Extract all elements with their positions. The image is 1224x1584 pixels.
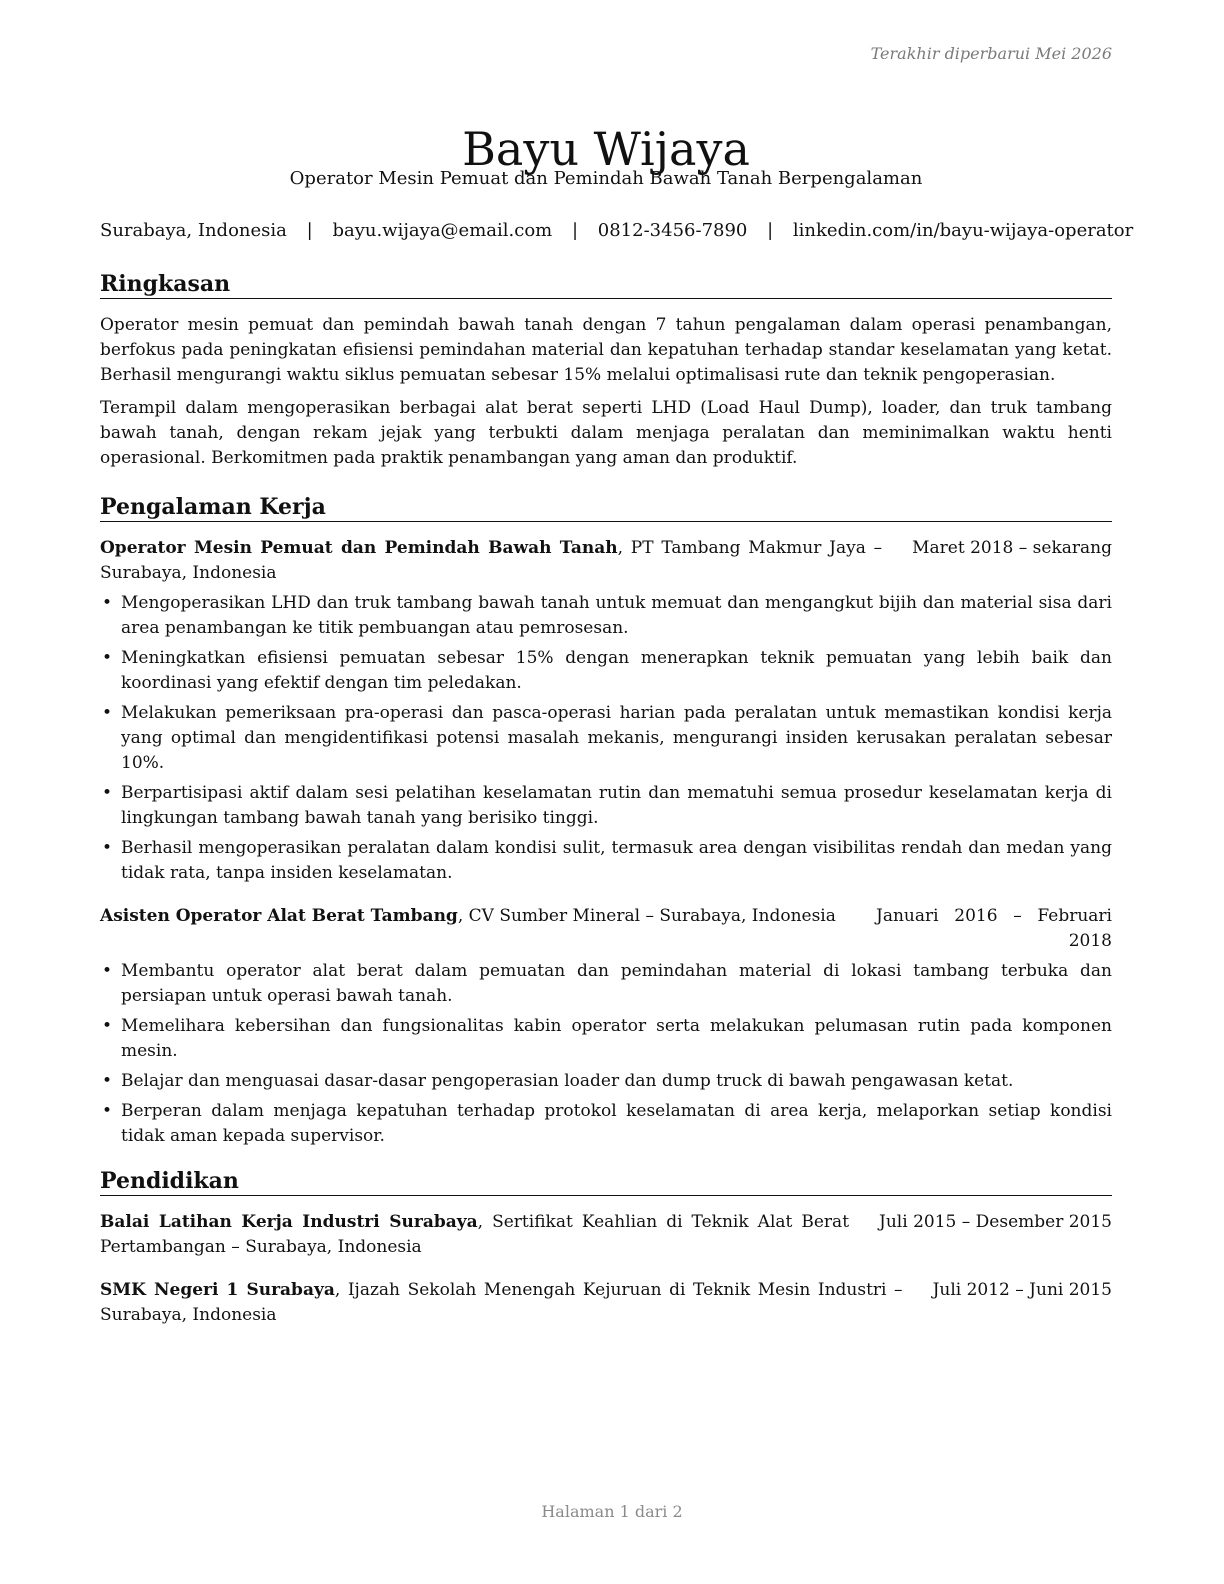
- education-school: Balai Latihan Kerja Industri Surabaya: [100, 1212, 478, 1232]
- section-title-education: Pendidikan: [100, 1167, 1112, 1196]
- list-item: • Meningkatkan efisiensi pemuatan sebesar 15% dengan menerapkan teknik pemuatan yang lebih baik dan koordinasi yang efektif dengan tim peledakan.: [100, 646, 1112, 696]
- list-item: • Memelihara kebersihan dan fungsionalitas kabin operator serta melakukan pelumasan rutin pada komponen mesin.: [100, 1014, 1112, 1064]
- education-header: [100, 1278, 1112, 1328]
- experience-section: [100, 493, 1112, 1149]
- list-item: • Berperan dalam menjaga kepatuhan terhadap protokol keselamatan di area kerja, melaporkan setiap kondisi tidak aman kepada supervisor.: [100, 1099, 1112, 1149]
- job-org: , CV Sumber Mineral – Surabaya, Indonesia: [457, 906, 836, 926]
- education-entry: [100, 1210, 1112, 1260]
- job-title-line: [100, 536, 912, 586]
- job-title-line: [100, 904, 876, 929]
- contact-separator: |: [571, 220, 579, 241]
- job-dates: Maret 2018 – sekarang: [912, 538, 1112, 558]
- education-detail: , Sertifikat Keahlian di Teknik Alat Berat Pertambangan – Surabaya, Indonesia: [100, 1212, 850, 1257]
- job-dates: Januari 2016 – Februari 2018: [876, 906, 1112, 951]
- contact-linkedin[interactable]: linkedin.com/in/bayu-wijaya-operator: [792, 220, 1134, 241]
- list-item: • Berpartisipasi aktif dalam sesi pelatihan keselamatan rutin dan mematuhi semua prosedur keselamatan kerja di lingkungan tambang bawah tanah yang berisiko tinggi.: [100, 781, 1112, 831]
- summary-paragraph: Operator mesin pemuat dan pemindah bawah tanah dengan 7 tahun pengalaman dalam operasi penambangan, berfokus pada peningkatan efisiensi pemindahan material dan kepatuhan terhadap standar keselamatan yang ketat. Berhasil mengurangi waktu siklus pemuatan sebesar 15% melalui optimalisasi rute dan teknik pengoperasian.: [100, 315, 1112, 385]
- job-bullets: [100, 591, 1112, 886]
- list-item: • Melakukan pemeriksaan pra-operasi dan pasca-operasi harian pada peralatan untuk memastikan kondisi kerja yang optimal dan mengidentifikasi potensi masalah mekanis, mengurangi insiden kerusakan peralatan sebesar 10%.: [100, 701, 1112, 776]
- last-updated-note: Terakhir diperbarui Mei 2026: [870, 44, 1112, 63]
- contact-email[interactable]: bayu.wijaya@email.com: [332, 220, 553, 241]
- list-item: • Mengoperasikan LHD dan truk tambang bawah tanah untuk memuat dan mengangkut bijih dan material sisa dari area penambangan ke titik pembuangan atau pemrosesan.: [100, 591, 1112, 641]
- list-item: • Belajar dan menguasai dasar-dasar pengoperasian loader dan dump truck di bawah pengawasan ketat.: [100, 1069, 1112, 1094]
- job-header: [100, 904, 1112, 954]
- summary-section: [100, 270, 1112, 471]
- list-item: • Membantu operator alat berat dalam pemuatan dan pemindahan material di lokasi tambang terbuka dan persiapan untuk operasi bawah tanah.: [100, 959, 1112, 1009]
- education-entry: [100, 1278, 1112, 1328]
- job-org: , PT Tambang Makmur Jaya – Surabaya, Indonesia: [100, 538, 883, 583]
- education-section: [100, 1167, 1112, 1328]
- education-title-line: [100, 1210, 879, 1260]
- education-header: [100, 1210, 1112, 1260]
- education-dates: Juli 2012 – Juni 2015: [932, 1280, 1112, 1300]
- job-entry: [100, 536, 1112, 886]
- resume-content: [100, 270, 1112, 1346]
- job-entry: [100, 904, 1112, 1149]
- education-school: SMK Negeri 1 Surabaya: [100, 1280, 335, 1300]
- summary-paragraph: Terampil dalam mengoperasikan berbagai alat berat seperti LHD (Load Haul Dump), loader, dan truk tambang bawah tanah, dengan rekam jejak yang terbukti dalam menjaga peralatan dan meminimalkan waktu henti operasional. Berkomitmen pada praktik penambangan yang aman dan produktif.: [100, 398, 1112, 468]
- job-role: Operator Mesin Pemuat dan Pemindah Bawah Tanah: [100, 538, 618, 558]
- page-number: Halaman 1 dari 2: [541, 1502, 683, 1521]
- contact-separator: |: [306, 220, 313, 241]
- contact-phone[interactable]: 0812-3456-7890: [597, 220, 748, 241]
- job-header: [100, 536, 1112, 586]
- candidate-name: Bayu Wijaya: [462, 121, 750, 176]
- section-title-experience: Pengalaman Kerja: [100, 493, 1112, 522]
- job-role: Asisten Operator Alat Berat Tambang: [100, 906, 458, 926]
- education-title-line: [100, 1278, 933, 1328]
- list-item: • Berhasil mengoperasikan peralatan dalam kondisi sulit, termasuk area dengan visibilitas rendah dan medan yang tidak rata, tanpa insiden keselamatan.: [100, 836, 1112, 886]
- education-dates: Juli 2015 – Desember 2015: [879, 1212, 1112, 1232]
- education-detail: , Ijazah Sekolah Menengah Kejuruan di Teknik Mesin Industri – Surabaya, Indonesia: [100, 1280, 903, 1325]
- candidate-headline: Operator Mesin Pemuat dan Pemindah Bawah Tanah Berpengalaman: [289, 168, 923, 189]
- contact-location: Surabaya, Indonesia: [100, 220, 287, 241]
- job-bullets: [100, 959, 1112, 1149]
- section-title-summary: Ringkasan: [100, 270, 1112, 299]
- contact-line: [100, 219, 1134, 243]
- contact-separator: |: [767, 220, 774, 241]
